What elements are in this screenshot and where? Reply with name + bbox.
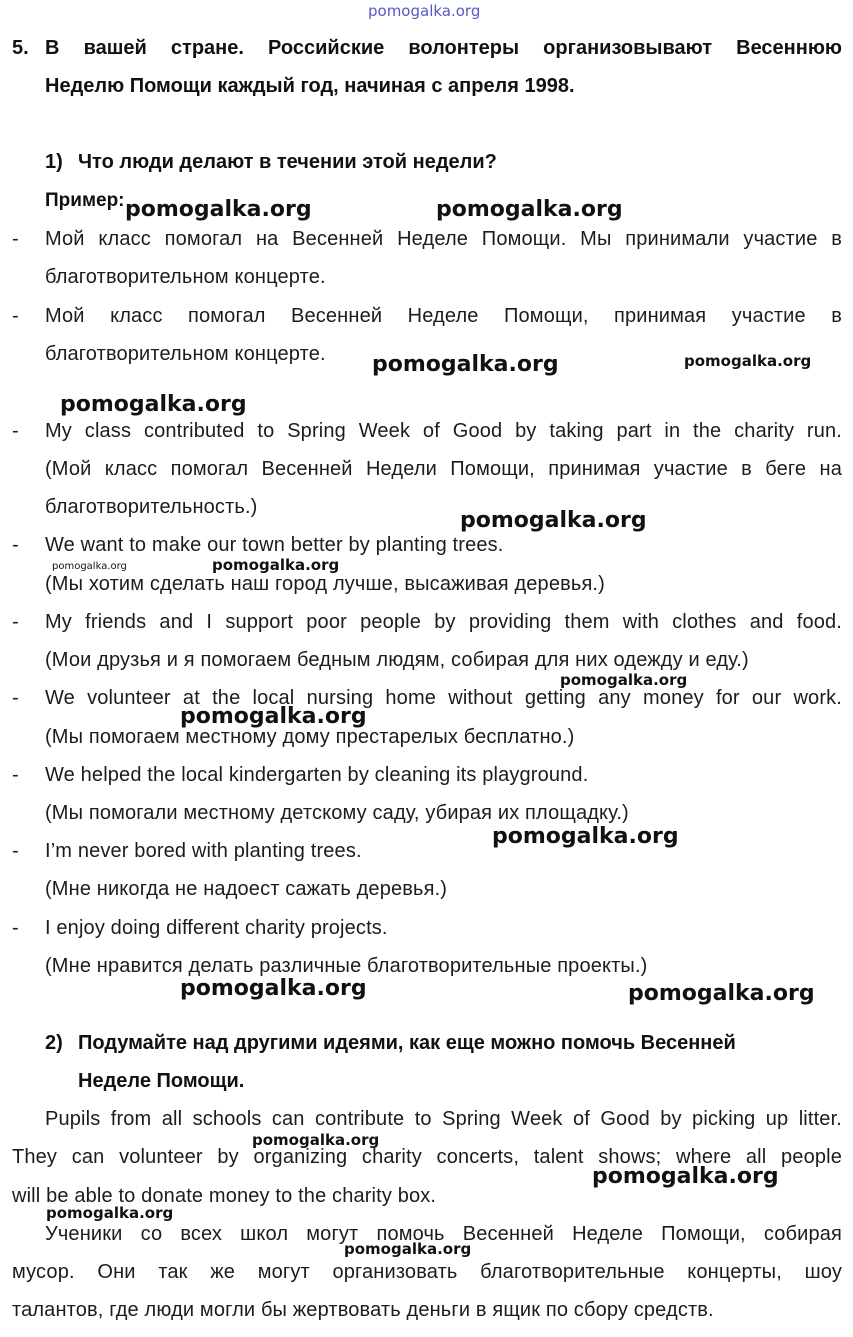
bullet: - xyxy=(12,228,19,250)
task-number: 5. xyxy=(12,37,29,59)
watermark: pomogalka.org xyxy=(436,197,623,222)
paragraph-ru-line: мусор. Они так же могут организовать благотворительные концерты, шоу xyxy=(12,1261,842,1283)
answer-line: (Мы помогаем местному дому престарелых бесплатно.) xyxy=(45,726,575,748)
answer-line: My friends and I support poor people by providing them with clothes and food. xyxy=(45,611,842,633)
watermark: pomogalka.org xyxy=(592,1164,779,1189)
watermark: pomogalka.org xyxy=(560,671,688,689)
answer-line: благотворительном концерте. xyxy=(45,266,326,288)
watermark: pomogalka.org xyxy=(46,1204,174,1222)
answer-line: I enjoy doing different charity projects. xyxy=(45,917,388,939)
q1-number: 1) xyxy=(45,151,63,173)
answer-line: (Мы хотим сделать наш город лучше, высаживая деревья.) xyxy=(45,573,605,595)
answer-line: Мой класс помогал на Весенней Неделе Помощи. Мы принимали участие в xyxy=(45,228,842,250)
watermark: pomogalka.org xyxy=(684,352,812,370)
watermark: pomogalka.org xyxy=(52,561,127,572)
paragraph-en-line: Pupils from all schools can contribute to Spring Week of Good by picking up litter. xyxy=(45,1108,842,1130)
answer-line: We want to make our town better by planting trees. xyxy=(45,534,504,556)
watermark: pomogalka.org xyxy=(60,392,247,417)
watermark: pomogalka.org xyxy=(628,981,815,1006)
watermark-top: pomogalka.org xyxy=(368,2,481,20)
q1-text: Что люди делают в течении этой недели? xyxy=(78,151,497,173)
watermark: pomogalka.org xyxy=(180,704,367,729)
answer-line: (Мне никогда не надоест сажать деревья.) xyxy=(45,878,448,900)
bullet: - xyxy=(12,917,19,939)
watermark: pomogalka.org xyxy=(252,1131,380,1149)
watermark: pomogalka.org xyxy=(492,824,679,849)
answer-line: (Мне нравится делать различные благотворительные проекты.) xyxy=(45,955,648,977)
watermark: pomogalka.org xyxy=(125,197,312,222)
paragraph-ru-line: Ученики со всех школ могут помочь Весенней Неделе Помощи, собирая xyxy=(45,1223,842,1245)
watermark: pomogalka.org xyxy=(372,352,559,377)
paragraph-en-line: will be able to donate money to the charity box. xyxy=(12,1185,437,1207)
watermark: pomogalka.org xyxy=(460,508,647,533)
bullet: - xyxy=(12,764,19,786)
answer-line: We helped the local kindergarten by cleaning its playground. xyxy=(45,764,589,786)
bullet: - xyxy=(12,687,19,709)
watermark: pomogalka.org xyxy=(344,1240,472,1258)
answer-line: благотворительном концерте. xyxy=(45,343,326,365)
watermark: pomogalka.org xyxy=(212,556,340,574)
bullet: - xyxy=(12,534,19,556)
answer-line: Мой класс помогал Весенней Неделе Помощи, принимая участие в xyxy=(45,305,842,327)
task-title-line1: В вашей стране. Российские волонтеры организовывают Весеннюю xyxy=(45,37,842,59)
answer-line: We volunteer at the local nursing home without getting any money for our work. xyxy=(45,687,842,709)
answer-line: (Мои друзья и я помогаем бедным людям, собирая для них одежду и еду.) xyxy=(45,649,749,671)
answer-line: My class contributed to Spring Week of Good by taking part in the charity run. xyxy=(45,420,842,442)
task-title-line2: Неделю Помощи каждый год, начиная с апреля 1998. xyxy=(45,75,575,97)
q2-text-line1: Подумайте над другими идеями, как еще можно помочь Весенней xyxy=(78,1032,736,1054)
answer-line: I’m never bored with planting trees. xyxy=(45,840,362,862)
paragraph-en-line: They can volunteer by organizing charity concerts, talent shows; where all people xyxy=(12,1146,842,1168)
q2-text-line2: Неделе Помощи. xyxy=(78,1070,245,1092)
answer-line: (Мы помогали местному детскому саду, убирая их площадку.) xyxy=(45,802,629,824)
bullet: - xyxy=(12,305,19,327)
answer-line: благотворительность.) xyxy=(45,496,258,518)
bullet: - xyxy=(12,611,19,633)
watermark: pomogalka.org xyxy=(180,976,367,1001)
q2-number: 2) xyxy=(45,1032,63,1054)
bullet: - xyxy=(12,840,19,862)
paragraph-ru-line: талантов, где люди могли бы жертвовать деньги в ящик по сбору средств. xyxy=(12,1299,714,1321)
bullet: - xyxy=(12,420,19,442)
example-label: Пример: xyxy=(45,190,125,211)
answer-line: (Мой класс помогал Весенней Недели Помощи, принимая участие в беге на xyxy=(45,458,842,480)
